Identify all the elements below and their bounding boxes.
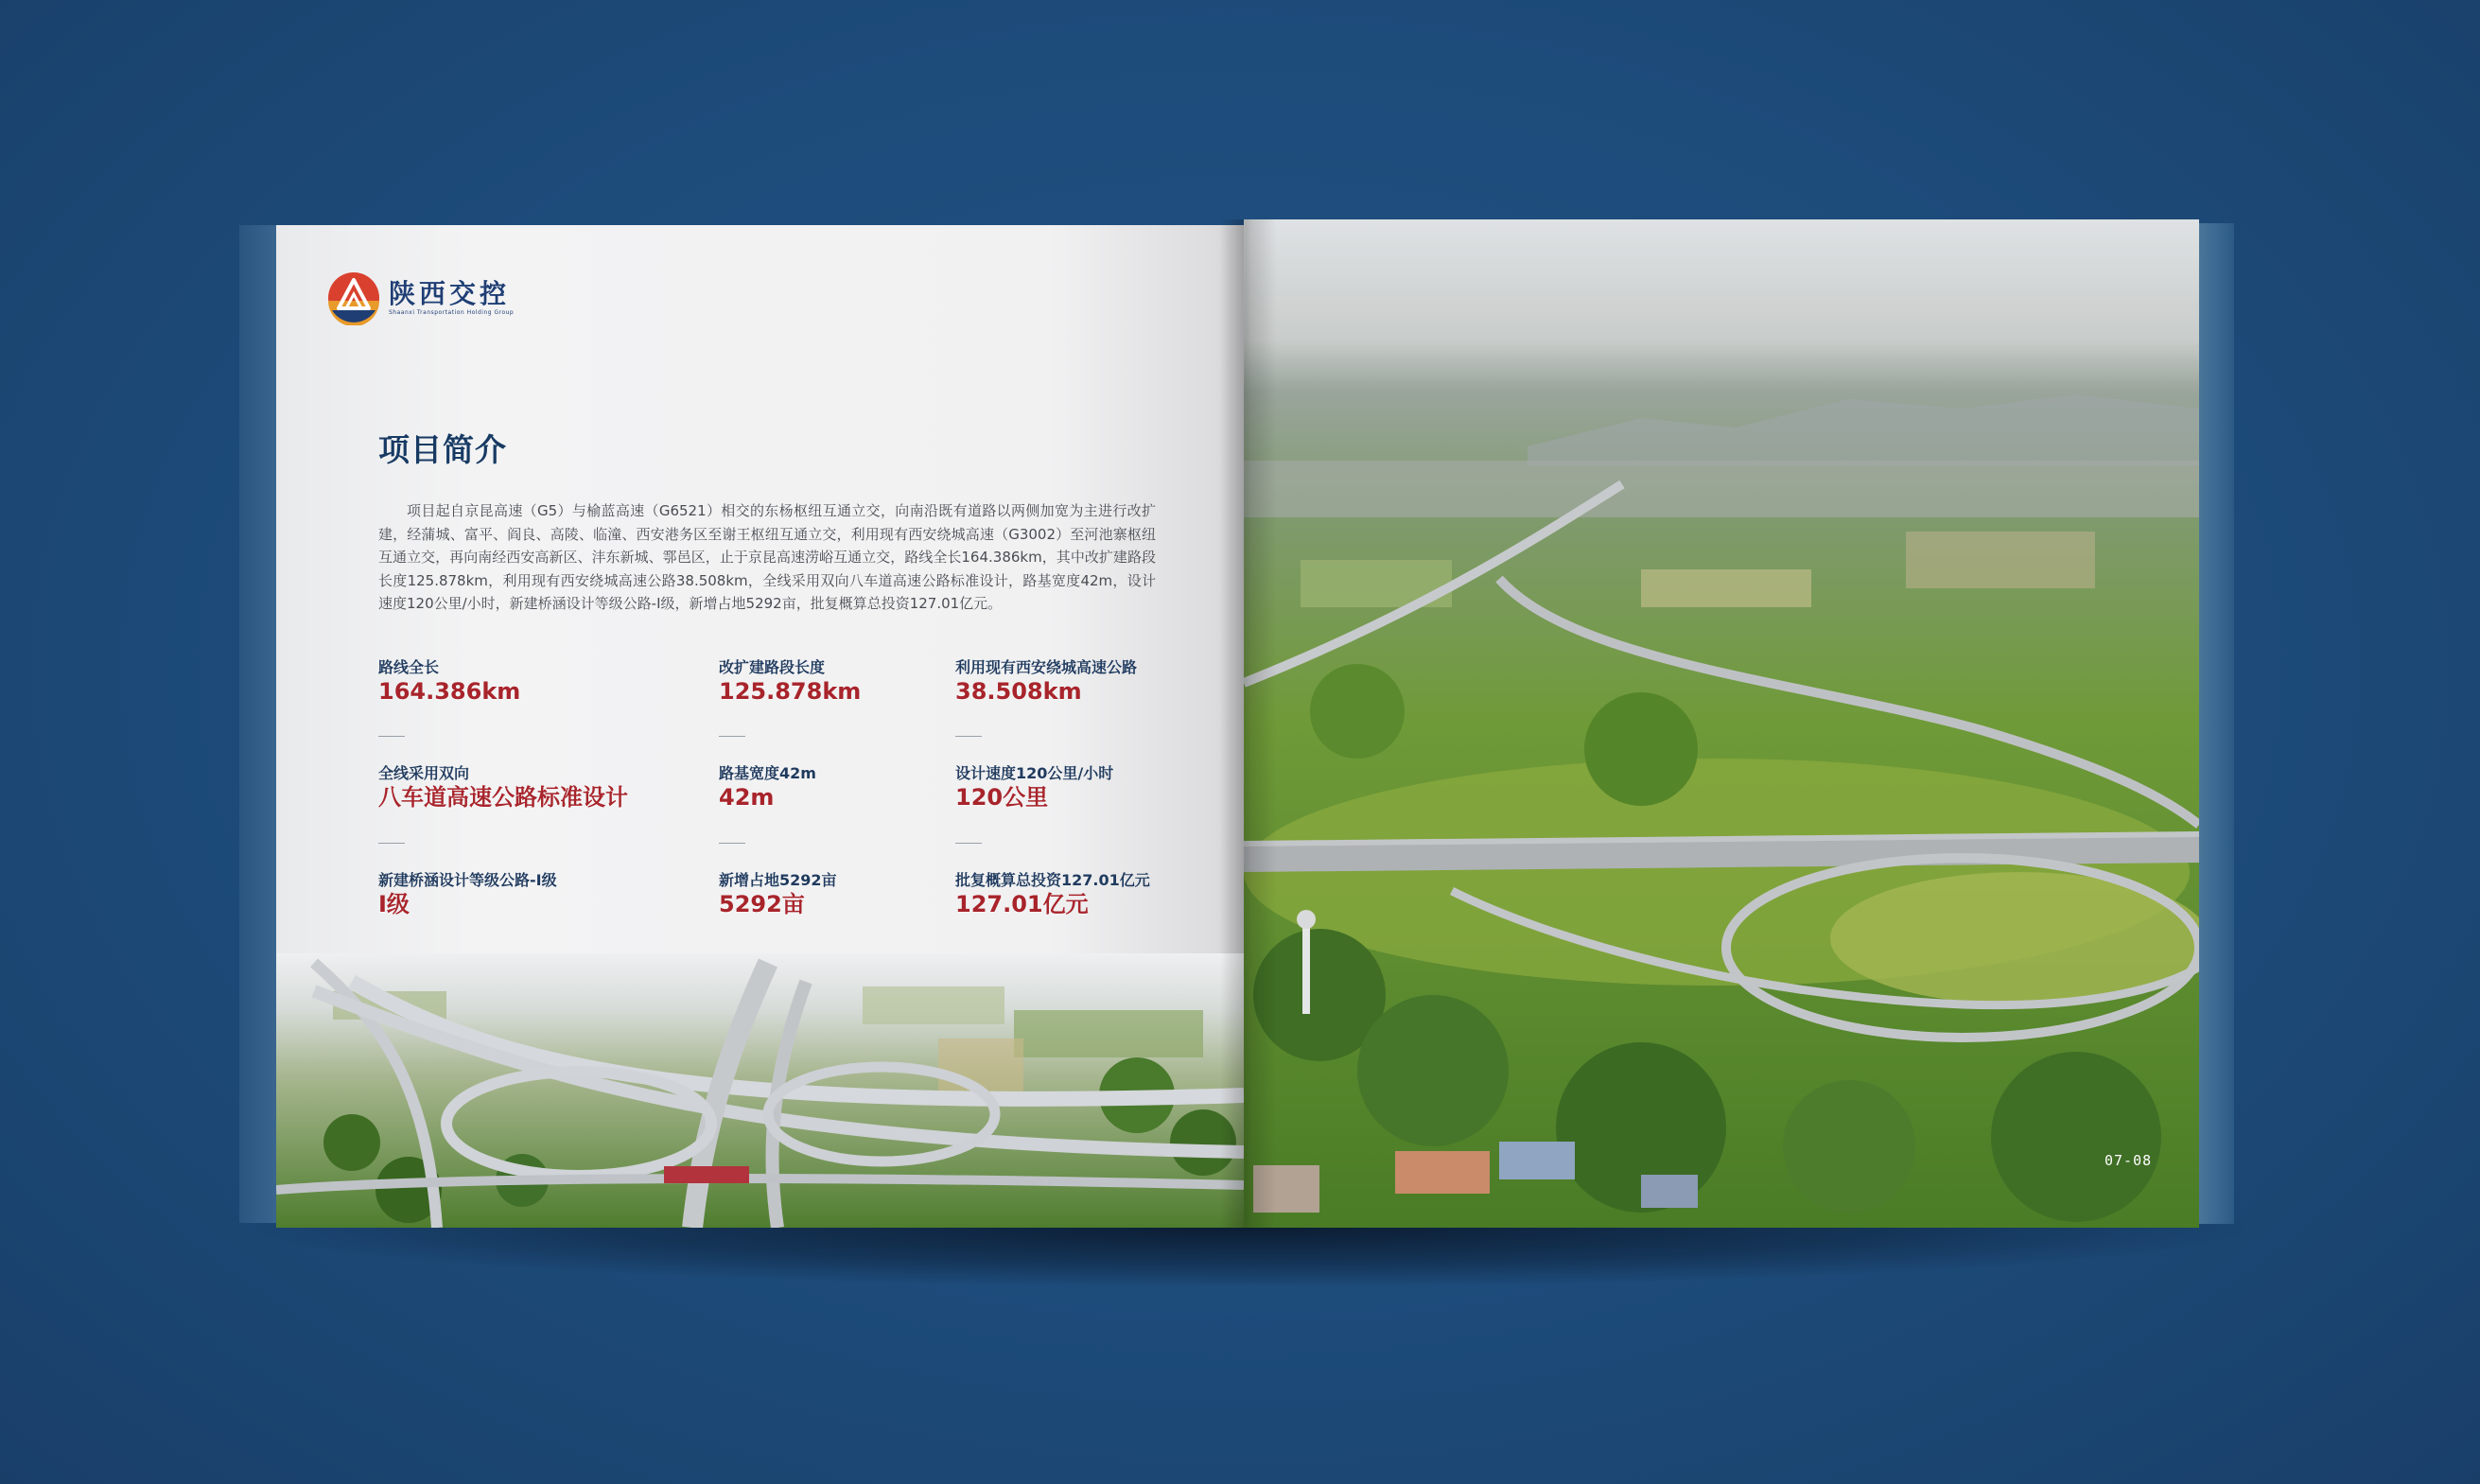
stat-value: 八车道高速公路标准设计 (378, 784, 628, 811)
stat-value: 125.878km (719, 678, 862, 705)
logo-mark-icon (326, 271, 381, 325)
brand-logo (326, 271, 514, 325)
stat-value: 127.01亿元 (955, 891, 1089, 917)
stat-design-speed (955, 764, 1113, 812)
stat-label: 利用现有西安绕城高速公路 (955, 658, 1138, 676)
intro-paragraph: 项目起自京昆高速（G5）与榆蓝高速（G6521）相交的东杨枢纽互通立交，向南沿既有道路以两侧加宽为主进行改扩建，经蒲城、富平、阎良、高陵、临潼、西安港务区至谢王枢纽互通立交，利用现有西安绕城高速（G3002）至河池寨枢纽互通立交，再向南经西安高新区、沣东新城、鄠邑区，止于京昆高速涝峪互通立交，路线全长164.386km，其中改扩建路段长度125.878km，利用现有西安绕城高速公路38.508km，全线采用双向八车道高速公路标准设计，路基宽度42m，设计速度120公里/小时，新建桥涵设计等级公路-Ⅰ级，新增占地5292亩，批复概算总投资127.01亿元。 (378, 502, 1156, 612)
stat-expansion-length (719, 658, 861, 706)
stat-lane-standard (378, 764, 628, 812)
brand-name: 陕西交控 (389, 278, 511, 309)
stat-value: 5292亩 (719, 891, 805, 917)
stat-label: 批复概算总投资127.01亿元 (955, 871, 1150, 889)
divider (719, 843, 745, 844)
divider (719, 736, 745, 737)
stat-bridge-grade (378, 871, 557, 918)
stat-new-land (719, 871, 837, 918)
stat-value: 42m (719, 784, 775, 811)
stat-value: 120公里 (955, 784, 1049, 811)
page-number: 07-08 (2105, 1152, 2153, 1169)
right-page (1244, 219, 2199, 1228)
stat-value: 164.386km (378, 678, 521, 705)
highway-aerial-photo (1244, 219, 2199, 1228)
stat-route-length (378, 658, 520, 706)
stat-roadbed-width (719, 764, 816, 812)
stat-label: 改扩建路段长度 (719, 658, 826, 676)
page-title: 项目简介 (378, 431, 507, 468)
stat-label: 新增占地5292亩 (719, 871, 837, 889)
stat-ring-road-length (955, 658, 1137, 706)
stat-value: 38.508km (955, 678, 1082, 705)
stat-label: 路线全长 (378, 658, 440, 676)
stat-label: 新建桥涵设计等级公路-Ⅰ级 (378, 871, 557, 889)
stat-label: 全线采用双向 (378, 764, 470, 782)
divider (955, 843, 982, 844)
interchange-aerial-photo (276, 953, 1244, 1228)
divider (378, 736, 405, 737)
stat-total-investment (955, 871, 1150, 918)
stat-value: Ⅰ级 (378, 891, 410, 917)
brand-name-en: Shaanxi Transportation Holding Group (389, 309, 515, 316)
divider (955, 736, 982, 737)
left-page (276, 225, 1244, 1228)
divider (378, 843, 405, 844)
stat-label: 设计速度120公里/小时 (955, 764, 1114, 782)
stat-label: 路基宽度42m (719, 764, 816, 782)
